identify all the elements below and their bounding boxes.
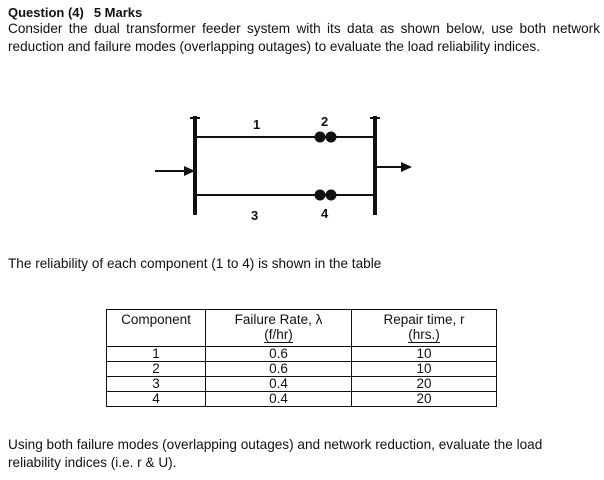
header-repair-time: Repair time, r (hrs.) bbox=[352, 310, 497, 347]
cell-failure-rate: 0.4 bbox=[206, 377, 352, 392]
component-label-3: 3 bbox=[251, 208, 259, 223]
input-arrow-icon bbox=[155, 166, 195, 176]
table-header-row bbox=[107, 310, 497, 347]
table-row bbox=[107, 362, 497, 377]
transformer-2-icon bbox=[315, 132, 337, 143]
table-caption: The reliability of each component (1 to 4) is shown in the table bbox=[8, 256, 382, 271]
cell-failure-rate: 0.4 bbox=[206, 392, 352, 407]
cell-failure-rate: 0.6 bbox=[206, 362, 352, 377]
cell-component: 1 bbox=[107, 347, 206, 362]
table-row bbox=[107, 347, 497, 362]
output-arrow-icon bbox=[375, 162, 412, 172]
component-label-2: 2 bbox=[321, 114, 329, 129]
component-label-4: 4 bbox=[321, 206, 329, 221]
reliability-table bbox=[106, 309, 497, 407]
header-repair-time-unit: (hrs.) bbox=[408, 327, 440, 342]
cell-repair-time: 10 bbox=[352, 362, 497, 377]
cell-repair-time: 20 bbox=[352, 377, 497, 392]
cell-component: 3 bbox=[107, 377, 206, 392]
cell-failure-rate: 0.6 bbox=[206, 347, 352, 362]
question-marks: 5 Marks bbox=[93, 5, 143, 20]
question-title: Question (4) bbox=[8, 5, 84, 20]
table-row bbox=[107, 392, 497, 407]
transformer-4-icon bbox=[315, 190, 337, 201]
question-intro: Consider the dual transformer feeder system with its data as shown below, use both network reduction and failure modes (overlapping outages) to evaluate the load reliability indices. bbox=[8, 21, 600, 54]
question-outro: Using both failure modes (overlapping outages) and network reduction, evaluate the load reliability indices (i.e. r & U). bbox=[8, 437, 543, 470]
component-label-1: 1 bbox=[253, 117, 261, 132]
header-failure-rate-unit: (f/hr) bbox=[264, 327, 293, 342]
feeder-diagram bbox=[0, 110, 604, 230]
table-row bbox=[107, 377, 497, 392]
cell-component: 4 bbox=[107, 392, 206, 407]
cell-repair-time: 10 bbox=[352, 347, 497, 362]
cell-repair-time: 20 bbox=[352, 392, 497, 407]
cell-component: 2 bbox=[107, 362, 206, 377]
question-heading bbox=[8, 5, 142, 20]
header-component: Component bbox=[107, 310, 206, 347]
header-failure-rate: Failure Rate, λ (f/hr) bbox=[206, 310, 352, 347]
